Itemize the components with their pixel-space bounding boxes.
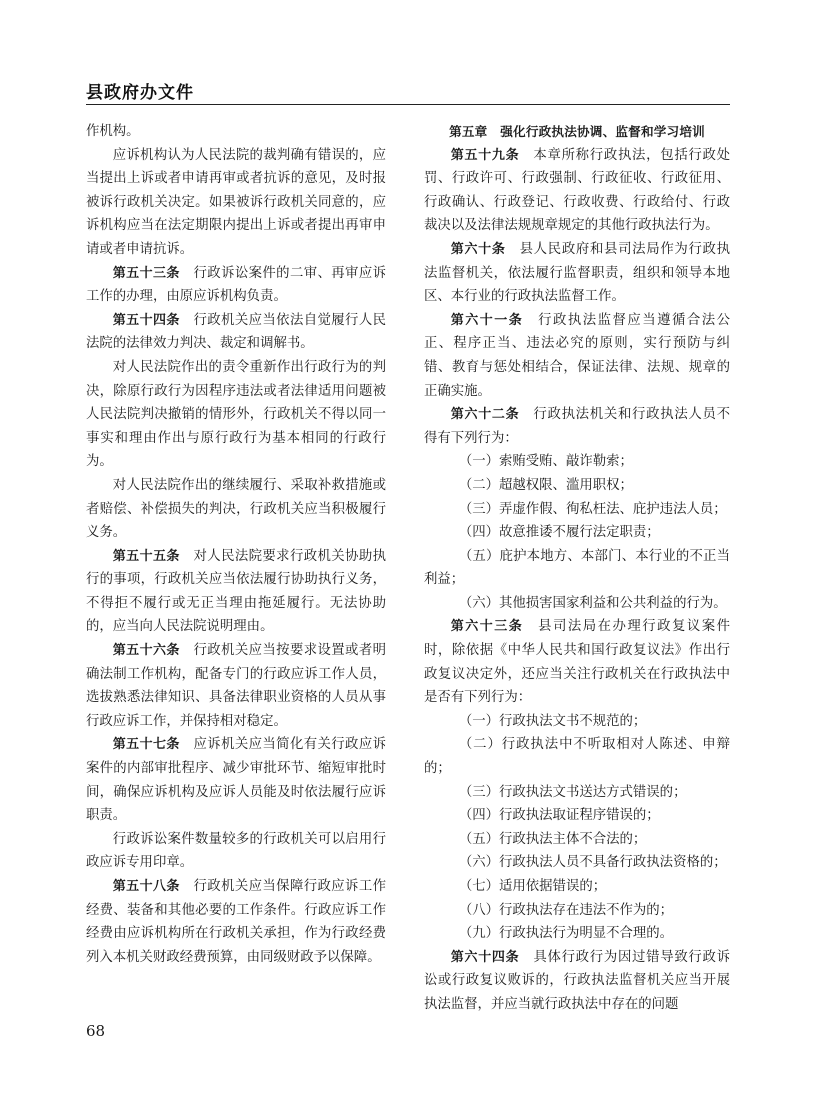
article-number: 第五十四条	[112, 312, 180, 328]
article-paragraph	[424, 238, 730, 309]
list-item: （一）行政执法文书不规范的；	[458, 713, 647, 729]
article-paragraph	[86, 545, 386, 639]
article-paragraph	[424, 309, 730, 403]
list-item: （二）超越权限、滥用职权；	[458, 477, 633, 493]
list-item: （三）弄虚作假、徇私枉法、庇护违法人员；	[458, 501, 727, 517]
article-paragraph	[86, 828, 386, 875]
article-paragraph	[424, 946, 730, 1017]
article-number: 第六十四条	[450, 949, 520, 965]
list-item: （九）行政执法行为明显不合理的。	[458, 926, 674, 942]
article-number: 第六十三条	[450, 619, 524, 635]
list-item: （四）故意推诿不履行法定职责；	[458, 525, 660, 541]
left-text-column	[86, 120, 386, 969]
article-paragraph	[86, 733, 386, 827]
article-paragraph	[86, 639, 386, 733]
article-number: 第六十二条	[450, 407, 520, 423]
list-item: （五）庇护本地方、本部门、本行业的不正当利益；	[424, 548, 730, 588]
article-text: 行政执法监督应当遵循合法公正、程序正当、违法必究的原则，实行预防与纠错、教育与惩处相结合，保证法律、法规、规章的正确实施。	[424, 312, 730, 399]
article-text: 县司法局在办理行政复议案件时，除依据《中华人民共和国行政复议法》作出行政复议决定外，还应当关注行政机关在行政执法中是否有下列行为：	[424, 619, 730, 706]
page-number: 68	[86, 1022, 106, 1040]
article-paragraph	[86, 144, 386, 262]
header-divider	[86, 104, 730, 105]
list-item: （三）行政执法文书送达方式错误的；	[458, 784, 687, 800]
article-text: 应诉机构认为人民法院的裁判确有错误的，应当提出上诉或者申请再审或者抗诉的意见，及时报被诉行政机关决定。如果被诉行政机关同意的，应诉机构应当在法定期限内提出上诉或者提出再审申请或者申请抗诉。	[86, 147, 386, 257]
article-number: 第六十一条	[450, 312, 524, 328]
article-paragraph	[424, 144, 730, 238]
article-number: 第五十五条	[112, 548, 180, 564]
document-header-title: 县政府办文件	[86, 83, 194, 103]
article-text: 行政机关应当依法自觉履行人民法院的法律效力判决、裁定和调解书。	[86, 312, 386, 352]
article-text: 对人民法院要求行政机关协助执行的事项，行政机关应当依法履行协助执行义务，不得拒不履行或无正当理由拖延履行。无法协助的，应当向人民法院说明理由。	[86, 548, 386, 635]
article-text: 本章所称行政执法，包括行政处罚、行政许可、行政强制、行政征收、行政征用、行政确认、行政登记、行政收费、行政给付、行政裁决以及法律法规规章规定的其他行政执法行为。	[424, 147, 730, 234]
list-item: （五）行政执法主体不合法的；	[458, 831, 647, 847]
list-item: （六）其他损害国家利益和公共利益的行为。	[458, 595, 727, 611]
list-item: （六）行政执法人员不具备行政执法资格的；	[458, 855, 727, 871]
chapter-heading: 第五章 强化行政执法协调、监督和学习培训	[449, 124, 705, 139]
list-item: （四）行政执法取证程序错误的；	[458, 808, 660, 824]
article-number: 第六十条	[450, 241, 506, 257]
article-number: 第五十六条	[112, 643, 180, 659]
list-item: （七）适用依据错误的；	[458, 879, 607, 894]
article-number: 第五十七条	[112, 737, 180, 753]
article-text: 具体行政行为因过错导致行政诉讼或行政复议败诉的，行政执法监督机关应当开展执法监督，并应当就行政执法中存在的问题	[424, 949, 730, 1012]
article-paragraph	[424, 403, 730, 450]
list-item: （一）索贿受贿、敲诈勒索；	[458, 454, 633, 470]
article-paragraph	[86, 309, 386, 356]
article-number: 第五十八条	[112, 879, 180, 894]
article-number: 第五十三条	[112, 265, 180, 281]
article-text: 对人民法院作出的责令重新作出行政行为的判决，除原行政行为因程序违法或者法律适用问题被人民法院判决撤销的情形外，行政机关不得以同一事实和理由作出与原行政行为基本相同的行政行为。	[86, 359, 386, 470]
article-paragraph	[86, 875, 386, 969]
article-text: 行政机关应当按要求设置或者明确法制工作机构，配备专门的行政应诉工作人员，选拔熟悉法律知识、具备法律职业资格的人员从事行政应诉工作，并保持相对稳定。	[86, 643, 386, 729]
article-paragraph	[424, 615, 730, 709]
article-text: 行政诉讼案件的二审、再审应诉工作的办理，由原应诉机构负责。	[86, 265, 386, 305]
list-item: （八）行政执法存在违法不作为的；	[458, 902, 674, 918]
article-text: 对人民法院作出的继续履行、采取补救措施或者赔偿、补偿损失的判决，行政机关应当积极履行义务。	[86, 477, 386, 541]
article-text: 行政诉讼案件数量较多的行政机关可以启用行政应诉专用印章。	[86, 831, 386, 871]
article-text: 应诉机关应当简化有关行政应诉案件的内部审批程序、减少审批环节、缩短审批时间，确保应诉机构及应诉人员能及时依法履行应诉职责。	[86, 737, 386, 824]
continued-text: 作机构。	[86, 124, 140, 139]
article-paragraph	[86, 262, 386, 309]
article-text: 行政机关应当保障行政应诉工作经费、装备和其他必要的工作条件。行政应诉工作经费由应诉机构所在行政机关承担，作为行政经费列入本机关财政经费预算，由同级财政予以保障。	[86, 879, 386, 965]
article-text: 县人民政府和县司法局作为行政执法监督机关，依法履行监督职责，组织和领导本地区、本行业的行政执法监督工作。	[424, 241, 731, 305]
right-text-column	[424, 120, 730, 1017]
article-number: 第五十九条	[450, 147, 520, 163]
list-item: （二）行政执法中不听取相对人陈述、申辩的；	[424, 737, 730, 777]
article-text: 行政执法机关和行政执法人员不得有下列行为：	[424, 407, 730, 446]
article-paragraph	[86, 356, 386, 474]
article-paragraph	[86, 474, 386, 545]
